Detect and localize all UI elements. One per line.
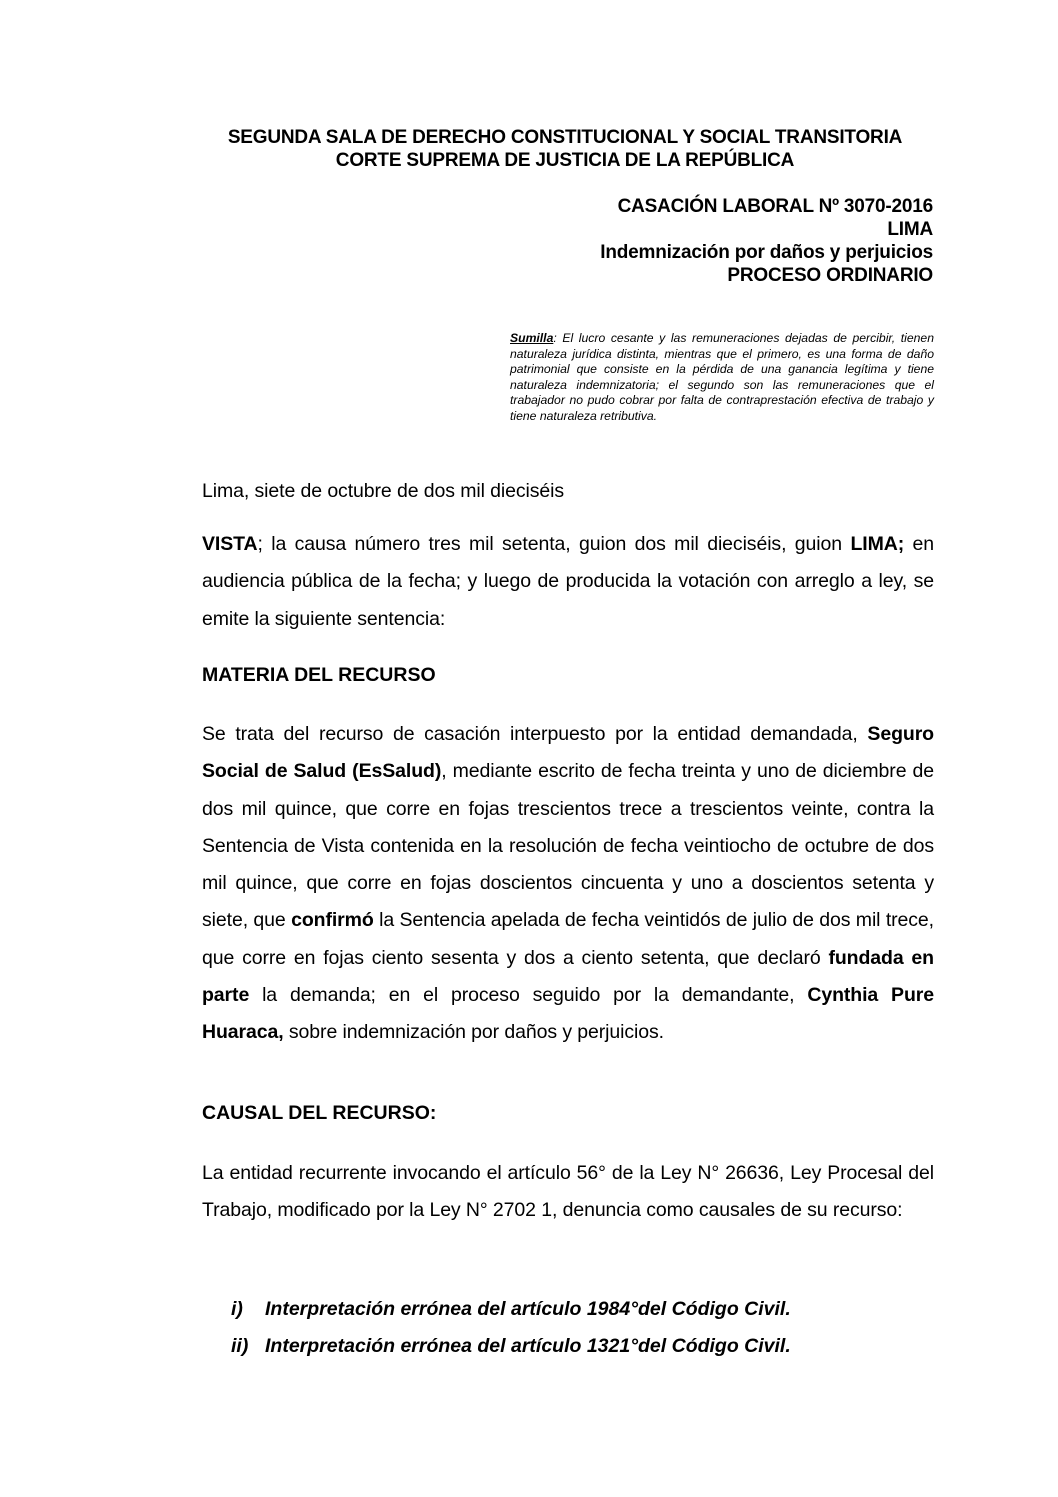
list-item-text: Interpretación errónea del artículo 1984°del Código Civil. [265, 1298, 791, 1320]
sumilla-label: Sumilla [510, 331, 554, 345]
materia-text-1: Se trata del recurso de casación interpuesto por la entidad demandada, [202, 723, 868, 745]
date-line: Lima, siete de octubre de dos mil dieciséis [202, 480, 565, 502]
defendant-name: Seguro Social de Salud (EsSalud) [202, 723, 934, 783]
materia-text-2: , mediante escrito de fecha treinta y uno de diciembre de dos mil quince, que corre en fojas trescientos trece a trescientos veinte, contra la Sentencia de Vista contenida en la resolución de fecha veintiocho de octubre de dos mil quince, que corre en fojas doscientos cincuenta y uno a doscientos setenta y siete, que [202, 760, 934, 932]
materia-text-5: sobre indemnización por daños y perjuicios. [283, 1021, 664, 1044]
case-subject: Indemnización por daños y perjuicios [600, 242, 933, 263]
causal-heading: CAUSAL DEL RECURSO: [202, 1102, 437, 1124]
list-item-number: ii) [231, 1335, 249, 1357]
materia-text-4: la demanda; en el proceso seguido por la demandante, [249, 984, 808, 1007]
vista-city: LIMA; [850, 533, 905, 555]
vista-paragraph [202, 526, 934, 638]
materia-paragraph [202, 716, 934, 1052]
case-process: PROCESO ORDINARIO [727, 265, 933, 286]
list-item [231, 1328, 791, 1365]
court-name-title: CORTE SUPREMA DE JUSTICIA DE LA REPÚBLICA [335, 150, 795, 171]
list-item-text: Interpretación errónea del artículo 1321°del Código Civil. [265, 1335, 791, 1357]
sumilla-text: : El lucro cesante y las remuneraciones dejadas de percibir, tienen naturaleza jurídica distinta, mientras que el primero, es una forma de daño patrimonial que consiste en la pérdida de una ganancia legítima y tiene naturaleza indemnizatoria; el segundo son las remuneraciones que el trabajador no pudo cobrar por falta de contraprestación efectiva de trabajo y tiene naturaleza retributiva. [510, 331, 934, 423]
vista-text: ; la causa número tres mil setenta, guion dos mil dieciséis, guion [257, 533, 851, 555]
confirmed-word: confirmó [291, 909, 374, 932]
causal-intro: La entidad recurrente invocando el artículo 56° de la Ley N° 26636, Ley Procesal del Trabajo, modificado por la Ley N° 2702 1, denuncia como causales de su recurso: [202, 1162, 934, 1222]
causal-list [231, 1291, 791, 1365]
vista-label: VISTA [202, 533, 258, 555]
case-city: LIMA [887, 219, 933, 240]
case-number: CASACIÓN LABORAL Nº 3070-2016 [617, 196, 933, 217]
list-item [231, 1291, 791, 1328]
materia-text-3: la Sentencia apelada de fecha veintidós de julio de dos mil trece, que corre en fojas ciento sesenta y dos a ciento setenta, que declaró [202, 909, 934, 969]
ruling-phrase: fundada en parte [202, 946, 934, 1007]
sumilla-block [510, 331, 934, 425]
court-chamber-title: SEGUNDA SALA DE DERECHO CONSTITUCIONAL Y SOCIAL TRANSITORIA [227, 127, 903, 148]
materia-heading: MATERIA DEL RECURSO [202, 664, 436, 686]
list-item-number: i) [231, 1298, 243, 1320]
plaintiff-name: Cynthia Pure Huaraca, [202, 984, 935, 1044]
vista-text-end: en audiencia pública de la fecha; y luego de producida la votación con arreglo a ley, se emite la siguiente sentencia: [202, 533, 934, 630]
